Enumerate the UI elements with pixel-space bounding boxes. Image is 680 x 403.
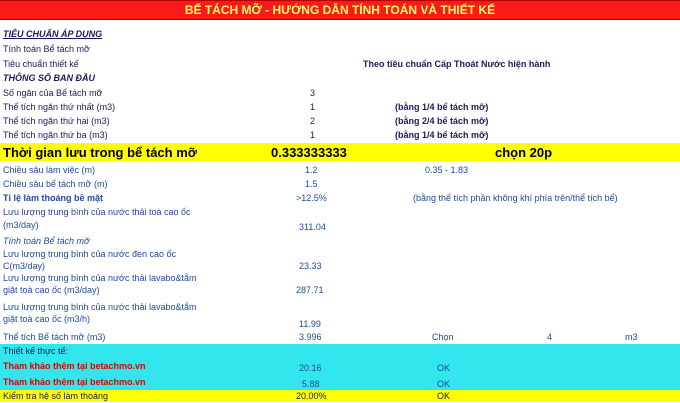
actual-design-block xyxy=(0,344,680,390)
check-label: Kiểm tra hệ số làm thoáng xyxy=(3,391,109,401)
reference-link[interactable]: Tham khảo thêm tại betachmo.vn xyxy=(3,377,146,387)
cell-label: Lưu lượng trung bình của nước thải lavabo&tắm xyxy=(3,273,197,283)
check-status: OK xyxy=(437,391,451,401)
cell-label: giặt toà cao ốc (m3/h) xyxy=(3,314,91,324)
ref1-value: 20.16 xyxy=(299,363,322,373)
cell-choose: Chọn xyxy=(432,332,454,342)
row-volume-2 xyxy=(0,116,680,128)
row-black-water xyxy=(0,249,680,273)
cell-label: Tỉ lệ làm thoáng bề mặt xyxy=(3,193,104,203)
cell-note: (bằng 1/4 bể tách mỡ) xyxy=(395,130,489,140)
cell-unit: m3 xyxy=(625,332,638,342)
cell-value: 3.996 xyxy=(299,332,322,342)
cell-label: Thể tích Bể tách mỡ (m3) xyxy=(3,332,106,342)
cell-label: Thể tích ngăn thứ ba (m3) xyxy=(3,130,108,140)
cell-value: 3 xyxy=(310,88,316,98)
cell-label: Chiều sâu bể tách mỡ (m) xyxy=(3,179,108,189)
cell-chosen: 4 xyxy=(547,332,553,342)
cell-label: Số ngăn của Bể tách mỡ xyxy=(3,88,103,98)
cell-range: 0.35 - 1.83 xyxy=(425,165,469,175)
check-row xyxy=(0,390,680,402)
row-vent-ratio xyxy=(0,193,680,205)
cell-value: 311.04 xyxy=(299,222,326,232)
retention-value: 0.333333333 xyxy=(271,145,347,160)
reference-link[interactable]: Tham khảo thêm tại betachmo.vn xyxy=(3,361,146,371)
ref2-value: 5.88 xyxy=(302,379,320,389)
cell-value: 1.5 xyxy=(305,179,318,189)
check-value: 20.00% xyxy=(296,391,327,401)
design-standard-label: Tiêu chuẩn thiết kế xyxy=(3,59,79,69)
title-bar xyxy=(0,0,680,20)
row-volume xyxy=(0,332,680,344)
cell-note: (bằng thể tích phần không khí phía trên/thể tích bể) xyxy=(413,193,618,203)
cell-value: >12.5% xyxy=(296,193,327,203)
cell-label: Thể tích ngăn thứ nhất (m3) xyxy=(3,102,116,112)
cell-value: 1 xyxy=(310,130,316,140)
section-initial: THÔNG SỐ BAN ĐẦU xyxy=(3,73,95,83)
row-grey-hour xyxy=(0,302,680,330)
cell-value: 1 xyxy=(310,102,316,112)
cell-value: 2 xyxy=(310,116,316,126)
cell-note: (bằng 1/4 bể tách mỡ) xyxy=(395,102,489,112)
section-standard: TIÊU CHUẨN ÁP DỤNG xyxy=(3,29,103,39)
row-grey-day xyxy=(0,273,680,301)
ref1-status: OK xyxy=(437,363,451,373)
row-avg-flow xyxy=(0,207,680,235)
row-working-depth xyxy=(0,165,680,177)
cell-label: Lưu lượng trung bình của nước thải toà cao ốc xyxy=(3,207,191,217)
page-title: BỂ TÁCH MỠ - HƯỚNG DẪN TÍNH TOÁN VÀ THIẾT KẾ xyxy=(184,3,496,17)
cell-value: 1.2 xyxy=(305,165,318,175)
cell-label: Lưu lượng trung bình của nước đen cao ốc xyxy=(3,249,176,259)
cell-label: Lưu lượng trung bình của nước thải lavabo&tắm xyxy=(3,302,197,312)
cell-label: Thể tích ngăn thứ hai (m3) xyxy=(3,116,110,126)
ref2-status: OK xyxy=(437,379,451,389)
row-compartments xyxy=(0,88,680,100)
cell-value: 11.99 xyxy=(299,319,321,329)
retention-choice: chọn 20p xyxy=(495,145,553,160)
cell-value: 23.33 xyxy=(299,261,322,271)
calc-section: Tính toán Bể tách mỡ xyxy=(3,236,90,246)
retention-label: Thời gian lưu trong bể tách mỡ xyxy=(3,145,198,160)
design-standard-value: Theo tiêu chuẩn Cấp Thoát Nước hiện hành xyxy=(363,59,551,69)
cell-label: Chiều sâu làm việc (m) xyxy=(3,165,96,175)
actual-design-label: Thiết kế thực tế: xyxy=(3,346,69,356)
row-volume-3 xyxy=(0,130,680,142)
cell-label: giặt toà cao ốc (m3/day) xyxy=(3,285,100,295)
cell-label: C(m3/day) xyxy=(3,261,46,271)
row-tank-depth xyxy=(0,179,680,191)
cell-value: 287.71 xyxy=(296,285,324,295)
row-volume-1 xyxy=(0,102,680,114)
cell-note: (bằng 2/4 bể tách mỡ) xyxy=(395,116,489,126)
cell-label: (m3/day) xyxy=(3,220,39,230)
retention-row xyxy=(0,143,680,161)
calc-label: Tính toán Bể tách mỡ xyxy=(3,44,90,54)
